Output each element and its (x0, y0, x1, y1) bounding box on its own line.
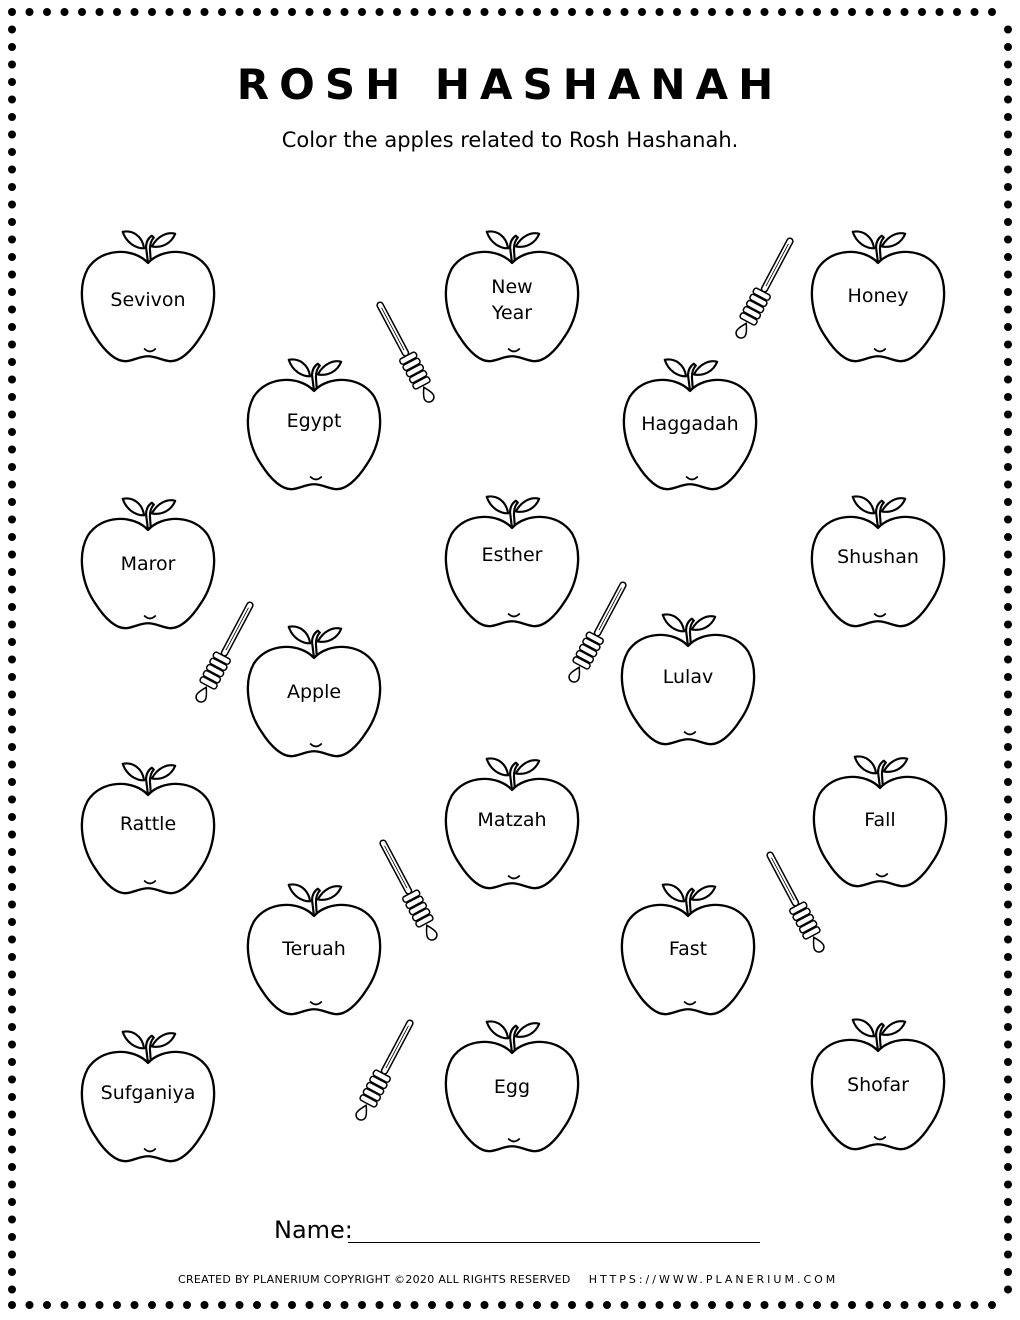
apple-sufganiya[interactable] (78, 1020, 218, 1170)
apple-fall[interactable] (810, 745, 950, 895)
apple-egypt[interactable] (244, 348, 384, 498)
name-label: Name: (274, 1216, 353, 1244)
apple-sevivon[interactable] (78, 220, 218, 370)
apple-label: Esther (481, 544, 543, 566)
apple-egg[interactable] (442, 1010, 582, 1160)
footer (178, 1273, 838, 1286)
apple-label: Egg (493, 1076, 531, 1098)
apple-label: Shofar (847, 1074, 909, 1096)
apple-label: Matzah (477, 809, 547, 831)
apple-label: Honey (847, 285, 909, 307)
apple-shofar[interactable] (808, 1008, 948, 1158)
apple-matzah[interactable] (442, 747, 582, 897)
apple-honey[interactable] (808, 220, 948, 370)
apple-label: Fast (668, 938, 708, 960)
apple-rattle[interactable] (78, 752, 218, 902)
apple-haggadah[interactable] (620, 348, 760, 498)
apple-new-year[interactable] (442, 220, 582, 370)
footer-credit: CREATED BY PLANERIUM COPYRIGHT ©2020 ALL RIGHTS RESERVED (178, 1273, 571, 1286)
apple-label: Apple (286, 681, 342, 703)
name-input-line[interactable] (348, 1242, 760, 1243)
apple-lulav[interactable] (618, 603, 758, 753)
footer-url[interactable]: HTTPS://WWW.PLANERIUM.COM (588, 1273, 839, 1286)
worksheet-instruction: Color the apples related to Rosh Hashanah. (281, 128, 739, 152)
apple-label: New Year (491, 276, 533, 324)
apple-apple[interactable] (244, 615, 384, 765)
worksheet-title: ROSH HASHANAH (236, 60, 784, 109)
apple-shushan[interactable] (808, 485, 948, 635)
apple-label: Shushan (837, 546, 919, 568)
apple-fast[interactable] (618, 873, 758, 1023)
apple-label: Teruah (282, 938, 346, 960)
apple-maror[interactable] (78, 487, 218, 637)
apple-esther[interactable] (442, 485, 582, 635)
apple-label: Lulav (662, 666, 714, 688)
apple-label: Haggadah (641, 413, 739, 435)
apple-label: Sevivon (110, 289, 186, 311)
apple-label: Egypt (286, 410, 342, 432)
apple-teruah[interactable] (244, 873, 384, 1023)
apple-label: Rattle (119, 813, 177, 835)
apple-label: Maror (120, 553, 176, 575)
apple-label: Fall (864, 809, 896, 831)
apple-label: Sufganiya (100, 1082, 196, 1104)
